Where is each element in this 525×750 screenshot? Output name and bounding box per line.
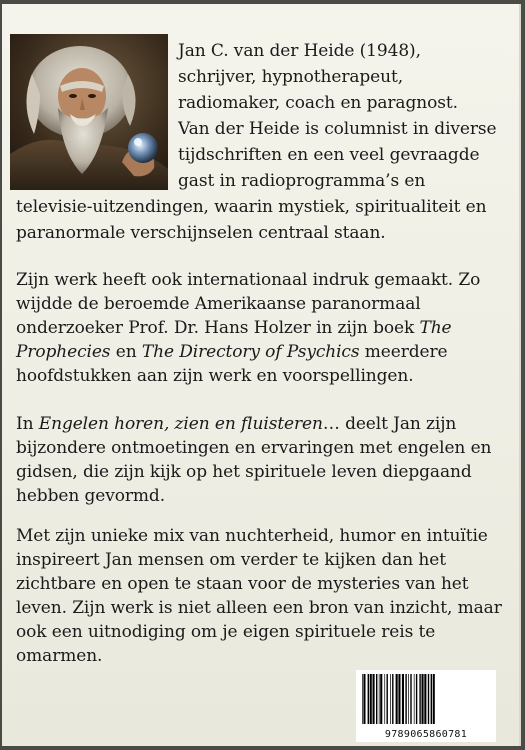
barcode-bar: [410, 674, 411, 724]
barcode-bar: [384, 674, 385, 724]
intro-line: televisie-uitzendingen, waarin mystiek, spiritualiteit en: [16, 197, 487, 217]
barcode-bar: [398, 674, 400, 724]
barcode-bar: [424, 674, 426, 724]
barcode-bars: [356, 670, 496, 726]
intro-line: schrijver, hypnotherapeut,: [178, 67, 404, 87]
paragraph-line: [16, 316, 513, 340]
barcode-bar: [405, 674, 406, 724]
barcode-bar: [373, 674, 375, 724]
paragraph-line: bijzondere ontmoetingen en ervaringen met engelen en: [16, 438, 492, 458]
isbn-number: 9789065860781: [384, 729, 468, 740]
barcode-bar: [408, 674, 409, 724]
paragraph-mix: [16, 524, 513, 668]
paragraph-line: hoofdstukken aan zijn werk en voorspellingen.: [16, 366, 414, 386]
barcode-bar: [363, 674, 365, 724]
barcode-bar: [379, 674, 380, 724]
barcode-bar: [362, 674, 363, 724]
paragraph-line: hebben gevormd.: [16, 486, 166, 506]
barcode-bar: [431, 674, 432, 724]
paragraph-book-description: [16, 412, 513, 508]
book-back-cover: [2, 4, 521, 746]
intro-line: Jan C. van der Heide (1948),: [178, 41, 421, 61]
paragraph-line: zichtbare en open te staan voor de mysteries van het: [16, 574, 469, 594]
book-title-the: The: [419, 318, 452, 338]
barcode-bar: [422, 674, 424, 724]
barcode-bar: [392, 674, 393, 724]
paragraph-line: [16, 340, 513, 364]
intro-line: gast in radioprogramma’s en: [178, 171, 426, 191]
paragraph-international: [16, 268, 513, 388]
barcode-bar: [380, 674, 382, 724]
text-run: en: [110, 342, 142, 362]
book-title-engelen: Engelen horen, zien en fluisteren: [38, 414, 323, 434]
paragraph-line: leven. Zijn werk is niet alleen een bron van inzicht, maar: [16, 598, 502, 618]
intro-line: radiomaker, coach en paragnost.: [178, 93, 458, 113]
barcode-bar: [402, 674, 404, 724]
text-run: meerdere: [359, 342, 448, 362]
barcode-bar: [428, 674, 429, 724]
paragraph-line: [16, 412, 513, 436]
paragraph-line: gidsen, die zijn kijk op het spirituele leven diepgaand: [16, 462, 472, 482]
book-title-prophecies: Prophecies: [16, 342, 111, 362]
intro-line: Van der Heide is columnist in diverse: [178, 119, 497, 139]
book-title-directory-of-psychics: The Directory of Psychics: [141, 342, 360, 362]
text-run: … deelt Jan zijn: [322, 414, 457, 434]
text-run: onderzoeker Prof. Dr. Hans Holzer in zijn boek: [16, 318, 420, 338]
paragraph-line: Zijn werk heeft ook internationaal indruk gemaakt. Zo: [16, 270, 481, 290]
intro-line: paranormale verschijnselen centraal staan.: [16, 223, 386, 243]
paragraph-line: omarmen.: [16, 646, 103, 666]
author-intro: [2, 39, 521, 259]
barcode-bar: [416, 674, 417, 724]
barcode-bar: [390, 674, 391, 724]
barcode-bar: [419, 674, 420, 724]
isbn-barcode: [356, 670, 496, 742]
barcode-bar: [414, 674, 415, 724]
barcode-bar: [368, 674, 369, 724]
text-run: In: [16, 414, 39, 434]
barcode-bar: [376, 674, 377, 724]
intro-line: tijdschriften en een veel gevraagde: [178, 145, 480, 165]
paragraph-line: wijdde de beroemde Amerikaanse paranormaal: [16, 294, 421, 314]
paragraph-line: Met zijn unieke mix van nuchterheid, humor en intuïtie: [16, 526, 488, 546]
barcode-bar: [433, 674, 435, 724]
paragraph-line: ook een uitnodiging om je eigen spirituele reis te: [16, 622, 436, 642]
paragraph-line: inspireert Jan mensen om verder te kijken dan het: [16, 550, 446, 570]
barcode-bar: [396, 674, 398, 724]
barcode-bar: [370, 674, 372, 724]
barcode-bar: [387, 674, 388, 724]
